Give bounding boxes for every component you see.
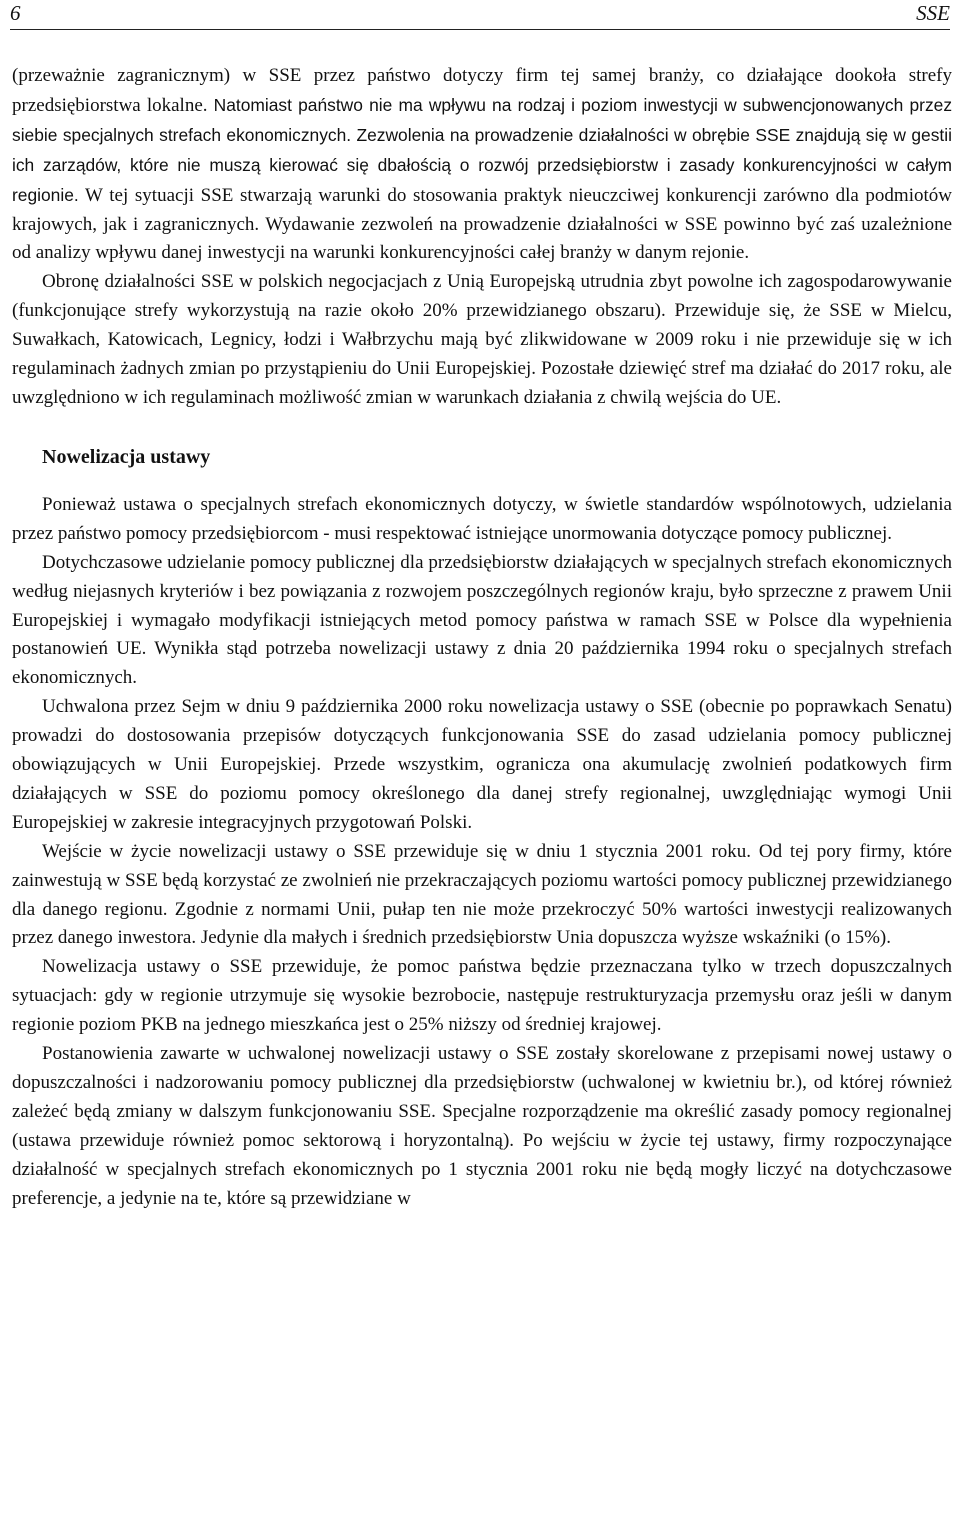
paragraph-6: Wejście w życie nowelizacji ustawy o SSE przewiduje się w dniu 1 stycznia 2001 roku. Od tej pory firmy, które zainwestują w SSE będą korzystać ze zwolnień nie przekraczających poziomu wartości pomocy publicznej przewidzianego dla danego regionu. Zgodnie z normami Unii, pułap ten nie może przekroczyć 50% wartości inwestycji realizowanych przez danego inwestora. Jedynie dla małych i średnich przedsiębiorstw Unia dopuszcza wyższe wskaźniki (o 15%).	[12, 840, 952, 949]
body-text	[12, 62, 952, 1214]
paragraph-3: Ponieważ ustawa o specjalnych strefach ekonomicznych dotyczy, w świetle standardów wspólnotowych, udzielania przez państwo pomocy przedsiębiorcom - musi respektować istniejące unormowania dotyczące pomocy publicznej.	[12, 493, 952, 544]
paragraph-1-serif-part: (przeważnie zagranicznym) w SSE przez państwo dotyczy firm tej samej branży, co działające dookoła strefy przedsiębiorstwa lokalne.	[12, 65, 952, 116]
paragraph-5: Uchwalona przez Sejm w dniu 9 października 2000 roku nowelizacja ustawy o SSE (obecnie po poprawkach Senatu) prowadzi do dostosowania przepisów dotyczących funkcjonowania SSE do zasad udzielania pomocy publicznej obowiązujących w Unii Europejskiej. Przede wszystkim, ogranicza ona akumulację zwolnień podatkowych firm działających w SSE do poziomu pomocy określonego dla danej strefy regionalnej, uwzględniając wymogi Unii Europejskiej w zakresie integracyjnych przygotowań Polski.	[12, 696, 952, 833]
paragraph-4: Dotychczasowe udzielanie pomocy publicznej dla przedsiębiorstw działających w specjalnych strefach ekonomicznych według niejasnych kryteriów i bez powiązania z rozwojem poszczególnych regionów kraju, było sprzeczne z prawem Unii Europejskiej i wymagało modyfikacji istniejących metod pomocy państwa w ramach SSE w Polsce dla wypełnienia postanowień UE. Wynikła stąd potrzeba nowelizacji ustawy z dnia 20 października 1994 roku o specjalnych strefach ekonomicznych.	[12, 551, 952, 689]
paragraph-1-sans-part: Natomiast państwo nie ma wpływu na rodzaj i poziom inwestycji w subwencjonowanych przez siebie specjalnych strefach ekonomicznych. Zezwolenia na prowadzenie działalności w obrębie SSE znajdują się w gestii ich zarządów, które nie muszą kierować się dbałością o rozwój przedsiębiorstw i zasady konkurencyjności w całym regionie.	[12, 94, 953, 205]
paragraph-2: Obronę działalności SSE w polskich negocjacjach z Unią Europejską utrudnia zbyt powolne ich zagospodarowywanie (funkcjonujące strefy wykorzystują na razie około 20% przewidzianego obszaru). Przewiduje się, że SSE w Mielcu, Suwałkach, Katowicach, Legnicy, łodzi i Wałbrzychu mają być zlikwidowane w 2009 roku i nie przewiduje się w ich regulaminach żadnych zmian po przystąpieniu do Unii Europejskiej. Pozostałe dziewięć stref ma działać do 2017 roku, ale uwzględniono w ich regulaminach możliwość zmian w warunkach działania z chwilą wejścia do UE.	[12, 271, 952, 408]
paragraph-8: Postanowienia zawarte w uchwalonej nowelizacji ustawy o SSE zostały skorelowane z przepisami nowej ustawy o dopuszczalności i nadzorowaniu pomocy publicznej dla przedsiębiorstw (uchwalonej w kwietniu br.), od której również zależeć będą zmiany w dalszym funkcjonowaniu SSE. Specjalne rozporządzenie ma określić zasady pomocy regionalnej (ustawa przewiduje również pomoc sektorową i horyzontalną). Po wejściu w życie tej ustawy, firmy rozpoczynające działalność w specjalnych strefach ekonomicznych po 1 stycznia 2001 roku nie będą mogły liczyć na dotychczasowe preferencje, a jedynie na te, które są przewidziane w	[12, 1043, 952, 1209]
running-title: SSE	[916, 1, 950, 25]
section-heading: Nowelizacja ustawy	[42, 445, 211, 468]
page-number: 6	[10, 1, 21, 25]
header-rule	[10, 29, 950, 30]
paragraph-1	[12, 62, 952, 268]
running-header	[10, 0, 950, 32]
paragraph-1-rest: W tej sytuacji SSE stwarzają warunki do stosowania praktyk nieuczciwej konkurencji zarówno dla podmiotów krajowych, jak i zagranicznych. Wydawanie zezwoleń na prowadzenie działalności w SSE powinno być zaś uzależnione od analizy wpływu danej inwestycji na warunki konkurencyjności całej branży w danym rejonie.	[12, 184, 952, 264]
paragraph-7: Nowelizacja ustawy o SSE przewiduje, że pomoc państwa będzie przeznaczana tylko w trzech dopuszczalnych sytuacjach: gdy w regionie utrzymuje się wysokie bezrobocie, następuje restrukturyzacja przemysłu oraz jeśli w danym regionie poziom PKB na jednego mieszkańca jest o 25% niższy od średniej krajowej.	[12, 956, 952, 1036]
